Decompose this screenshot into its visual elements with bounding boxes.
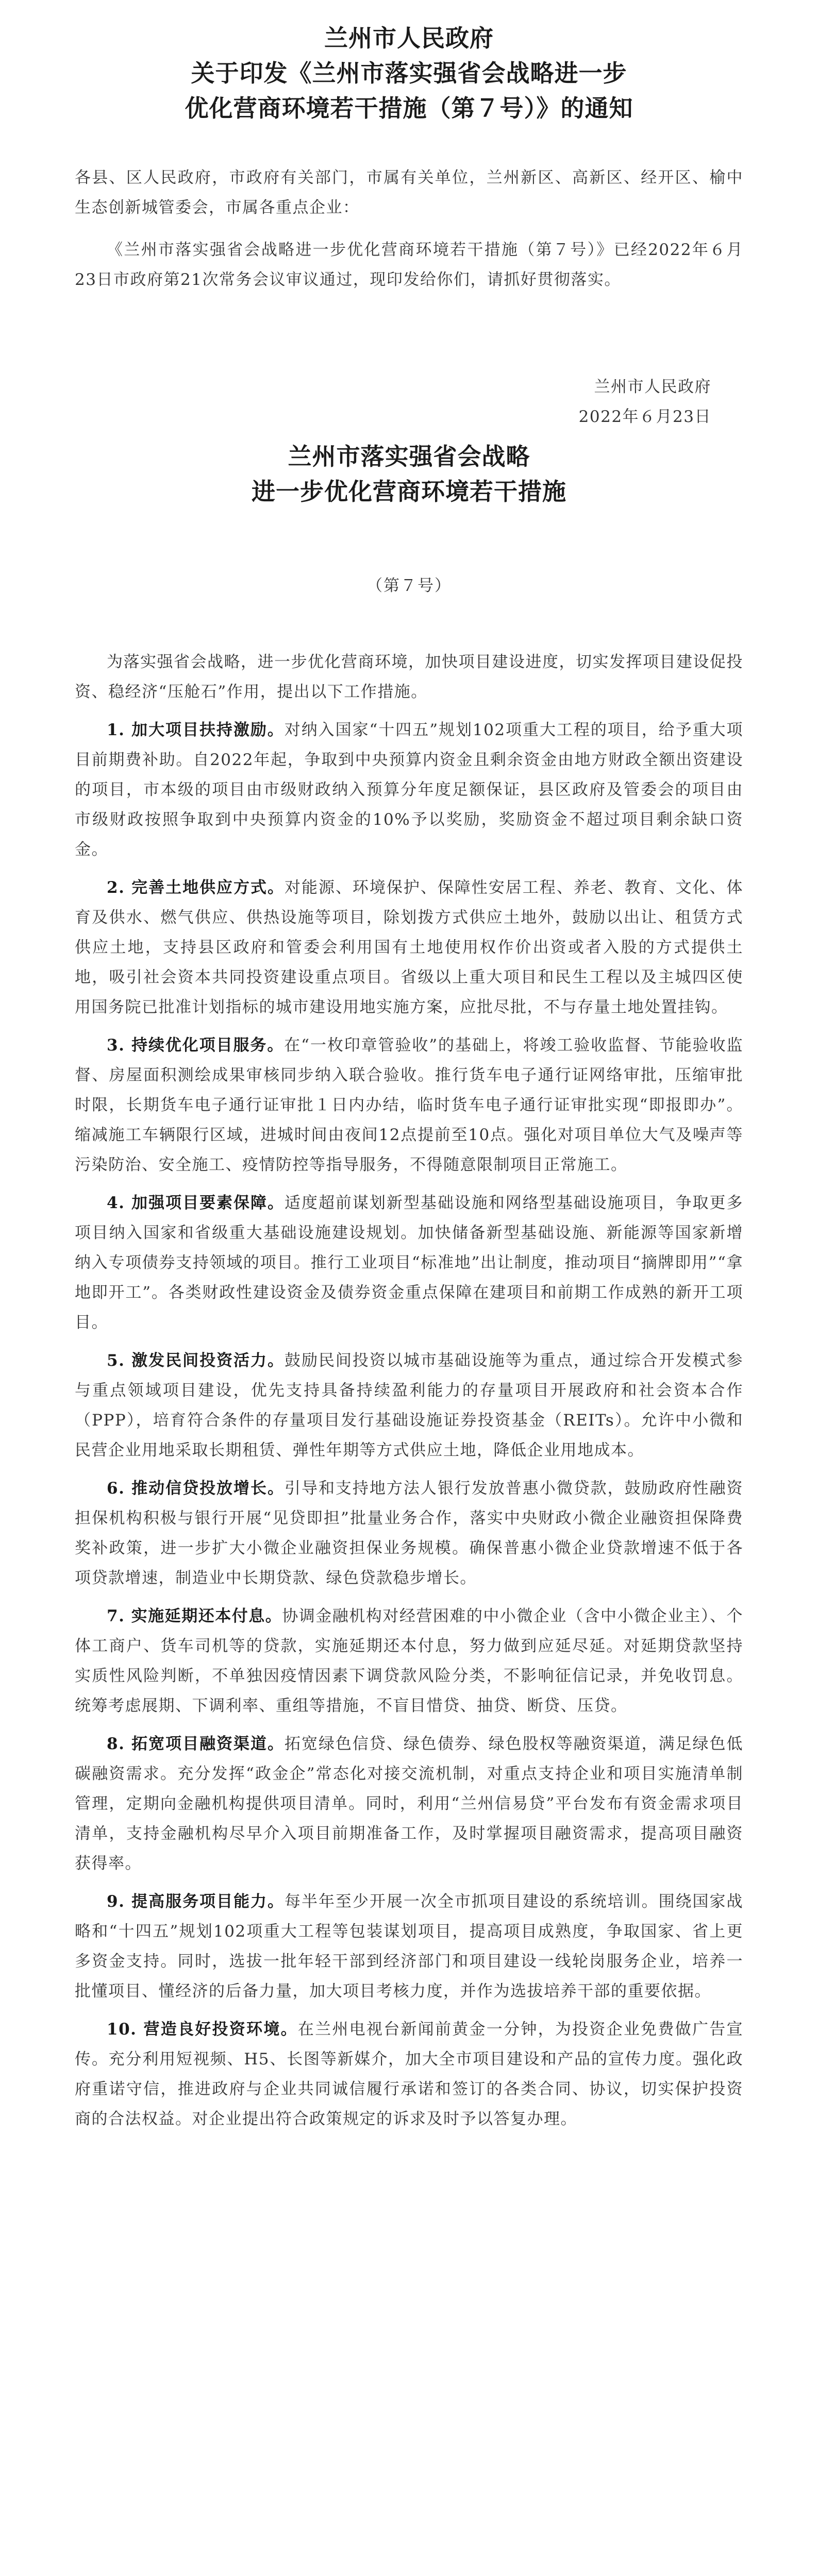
measure-item (75, 1729, 743, 1878)
notice-title (75, 21, 743, 126)
measure-item-title: 8. 拓宽项目融资渠道。 (107, 1735, 285, 1753)
measure-item-text: 拓宽绿色信贷、绿色债券、绿色股权等融资渠道，满足绿色低碳融资需求。充分发挥“政金企”常态化对接交流机制，对重点支持企业和项目实施清单制管理，定期向金融机构提供项目清单。同时，利用“兰州信易贷”平台发布有资金需求项目清单，支持金融机构尽早介入项目前期准备工作，及时掌握项目融资需求，提高项目融资获得率。 (75, 1735, 744, 1873)
measure-item (75, 1030, 743, 1180)
notice-title-line: 关于印发《兰州市落实强省会战略进一步 (191, 59, 627, 87)
measure-item-title: 7. 实施延期还本付息。 (107, 1607, 282, 1625)
measures-title-line: 进一步优化营商环境若干措施 (252, 478, 566, 505)
measure-item (75, 1887, 743, 2006)
measure-item-text: 对纳入国家“十四五”规划102项重大工程的项目，给予重大项目前期费补助。自2022年起，争取到中央预算内资金且剩余资金由地方财政全额出资建设的项目，市本级的项目由市级财政纳入预算分年度足额保证，县区政府及管委会的项目由市级财政按照争取到中央预算内资金的10%予以奖励，奖励资金不超过项目剩余缺口资金。 (75, 721, 743, 859)
measure-item (75, 1188, 743, 1337)
measure-item (75, 1346, 743, 1465)
notice-title-line: 优化营商环境若干措施（第７号）》的通知 (185, 94, 633, 122)
measures-number: （第７号） (366, 577, 452, 595)
measure-item-text: 鼓励民间投资以城市基础设施等为重点，通过综合开发模式参与重点领域项目建设，优先支持具备持续盈利能力的存量项目开展政府和社会资本合作（PPP），培育符合条件的存量项目发行基础设施证券投资基金（REITs）。允许中小微和民营企业用地采取长期租赁、弹性年期等方式供应土地，降低企业用地成本。 (75, 1351, 744, 1460)
measure-item-text: 适度超前谋划新型基础设施和网络型基础设施项目，争取更多项目纳入国家和省级重大基础设施建设规划。加快储备新型基础设施、新能源等国家新增纳入专项债券支持领域的项目。推行工业项目“标准地”出让制度，推动项目“摘牌即用”“拿地即开工”。各类财政性建设资金及债券资金重点保障在建项目和前期工作成熟的新开工项目。 (75, 1194, 744, 1332)
measures-title-line: 兰州市落实强省会战略 (288, 443, 530, 470)
measures-intro: 为落实强省会战略，进一步优化营商环境，加快项目建设进度，切实发挥项目建设促投资、稳经济“压舱石”作用，提出以下工作措施。 (75, 653, 743, 701)
measure-item (75, 715, 743, 865)
notice-addressee: 各县、区人民政府，市政府有关部门，市属有关单位，兰州新区、高新区、经开区、榆中生态创新城管委会，市属各重点企业： (75, 168, 743, 217)
measure-item-text: 对能源、环境保护、保障性安居工程、养老、教育、文化、体育及供水、燃气供应、供热设施等项目，除划拨方式供应土地外，鼓励以出让、租赁方式供应土地，支持县区政府和管委会利用国有土地使用权作价出资或者入股的方式提供土地，吸引社会资本共同投资建设重点项目。省级以上重大项目和民生工程以及主城四区使用国务院已批准计划指标的城市建设用地实施方案，应批尽批，不与存量土地处置挂钩。 (75, 878, 744, 1016)
measure-item-title: 9. 提高服务项目能力。 (107, 1892, 285, 1911)
measure-item (75, 873, 743, 1022)
measure-item-title: 1. 加大项目扶持激励。 (107, 721, 285, 739)
measure-item-text: 引导和支持地方法人银行发放普惠小微贷款，鼓励政府性融资担保机构积极与银行开展“见贷即担”批量业务合作，落实中央财政小微企业融资担保降费奖补政策，进一步扩大小微企业融资担保业务规模。确保普惠小微企业贷款增速不低于各项贷款增速，制造业中长期贷款、绿色贷款稳步增长。 (75, 1479, 744, 1587)
measure-item-title: 3. 持续优化项目服务。 (107, 1036, 285, 1055)
measure-item-title: 6. 推动信贷投放增长。 (107, 1479, 285, 1498)
measures-title (75, 439, 743, 509)
measure-item-title: 10. 营造良好投资环境。 (107, 2020, 298, 2039)
notice-signature (75, 372, 743, 432)
measure-item (75, 1473, 743, 1593)
notice-body: 《兰州市落实强省会战略进一步优化营商环境若干措施（第７号）》已经2022年６月23日市政府第21次常务会议审议通过，现印发给你们，请抓好贯彻落实。 (75, 241, 743, 289)
measure-item (75, 2014, 743, 2134)
measure-item-title: 4. 加强项目要素保障。 (107, 1194, 285, 1212)
notice-title-line: 兰州市人民政府 (324, 24, 494, 52)
notice-signer: 兰州市人民政府 (594, 378, 711, 396)
measure-item-title: 5. 激发民间投资活力。 (107, 1351, 285, 1370)
measure-item-title: 2. 完善土地供应方式。 (107, 878, 285, 897)
measure-item-text: 在“一枚印章管验收”的基础上，将竣工验收监督、节能验收监督、房屋面积测绘成果审核同步纳入联合验收。推行货车电子通行证网络审批，压缩审批时限，长期货车电子通行证审批１日内办结，临时货车电子通行证审批实现“即报即办”。缩减施工车辆限行区域，进城时间由夜间12点提前至10点。强化对项目单位大气及噪声等污染防治、安全施工、疫情防控等指导服务，不得随意限制项目正常施工。 (75, 1036, 743, 1174)
measure-item-text: 在兰州电视台新闻前黄金一分钟，为投资企业免费做广告宣传。充分利用短视频、H5、长图等新媒介，加大全市项目建设和产品的宣传力度。强化政府重诺守信，推进政府与企业共同诚信履行承诺和签订的各类合同、协议，切实保护投资商的合法权益。对企业提出符合政策规定的诉求及时予以答复办理。 (75, 2020, 743, 2128)
measure-item (75, 1601, 743, 1721)
notice-date: 2022年６月23日 (578, 408, 711, 426)
measure-item-text: 协调金融机构对经营困难的中小微企业（含中小微企业主）、个体工商户、货车司机等的贷款，实施延期还本付息，努力做到应延尽延。对延期贷款坚持实质性风险判断，不单独因疫情因素下调贷款风险分类，不影响征信记录，并免收罚息。统筹考虑展期、下调利率、重组等措施，不盲目惜贷、抽贷、断贷、压贷。 (75, 1607, 743, 1715)
measure-item-text: 每半年至少开展一次全市抓项目建设的系统培训。围绕国家战略和“十四五”规划102项重大工程等包装谋划项目，提高项目成熟度，争取国家、省上更多资金支持。同时，选拔一批年轻干部到经济部门和项目建设一线轮岗服务企业，培养一批懂项目、懂经济的后备力量，加大项目考核力度，并作为选拔培养干部的重要依据。 (75, 1892, 744, 2001)
